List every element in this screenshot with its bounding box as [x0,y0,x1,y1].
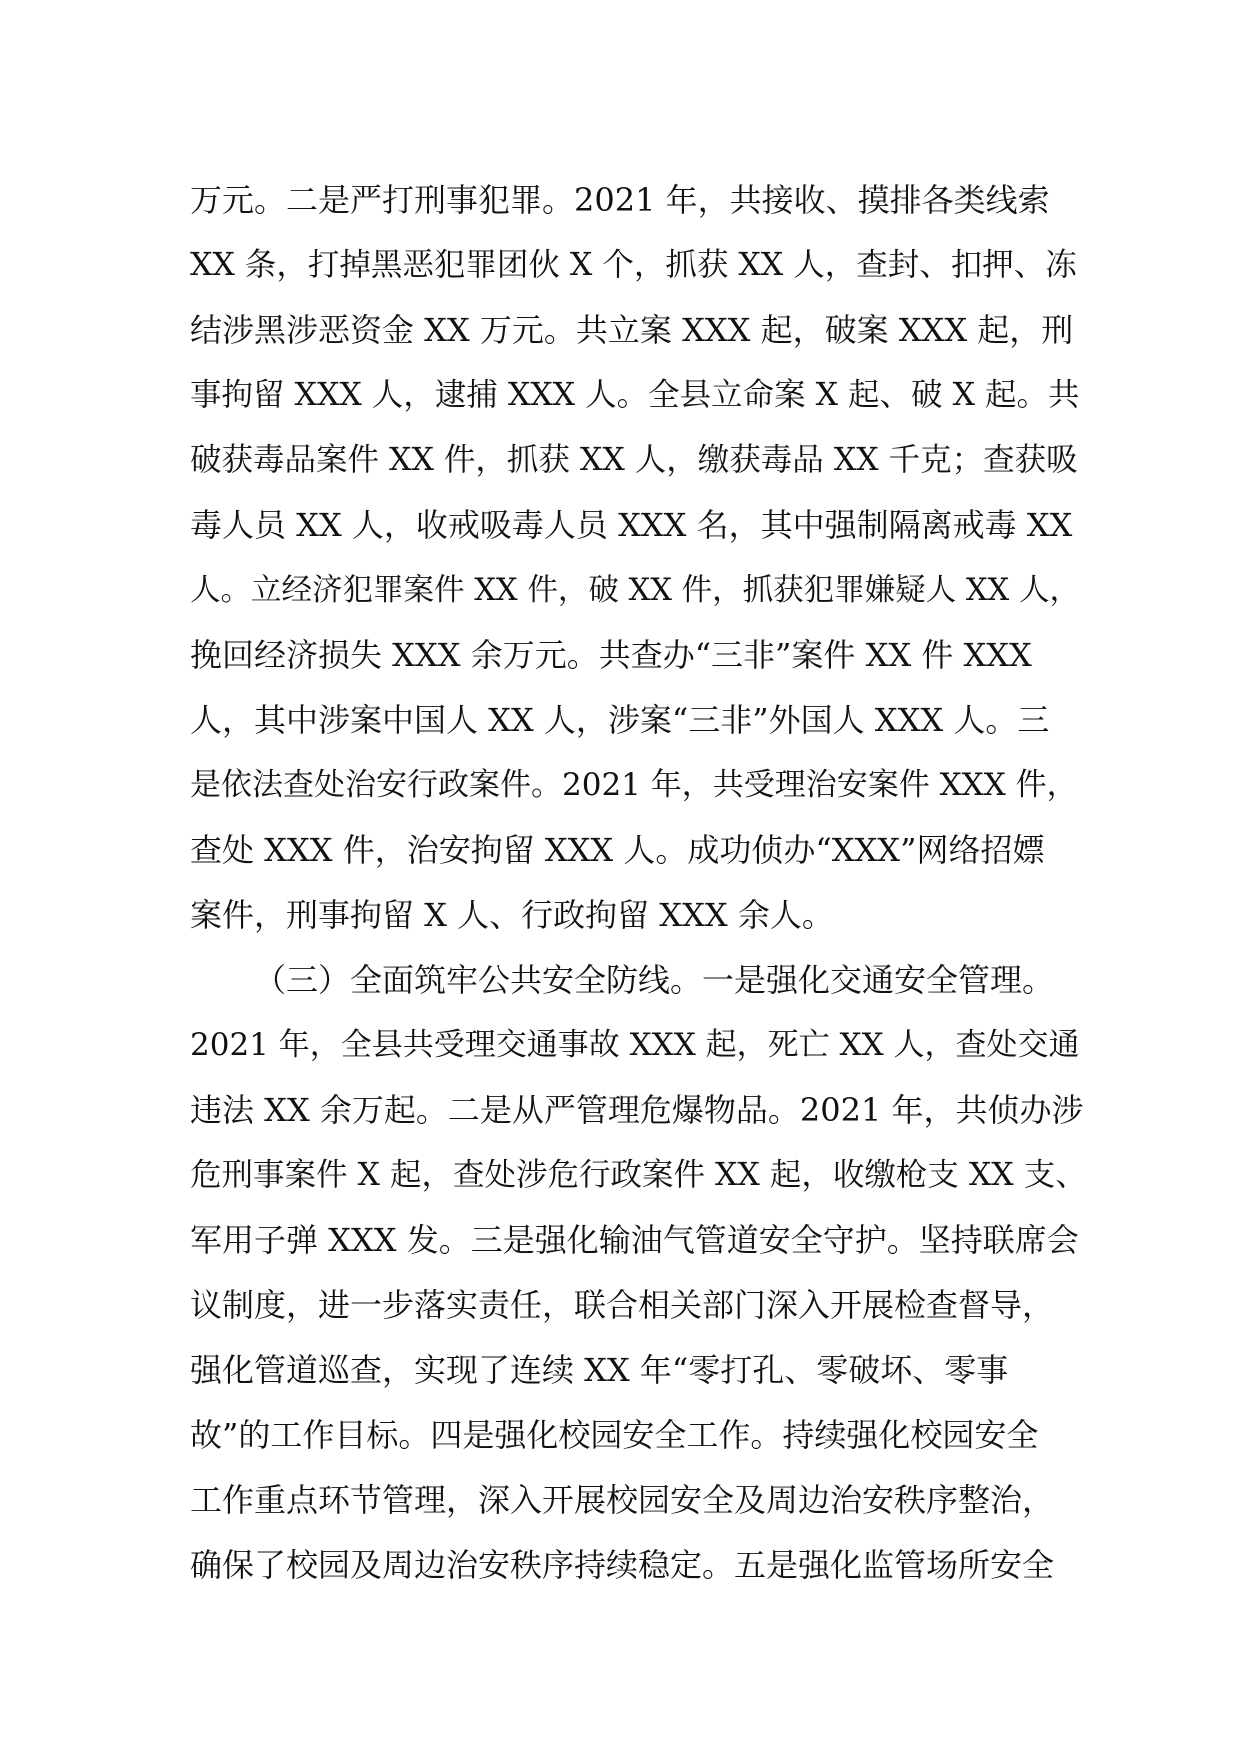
text-line: 事拘留 XXX 人，逮捕 XXX 人。全县立命案 X 起、破 X 起。共 [190,377,1080,413]
text-line: 人，其中涉案中国人 XX 人，涉案“三非”外国人 XXX 人。三 [190,701,1050,739]
text-line: 查处 XXX 件，治安拘留 XXX 人。成功侦办“XXX”网络招嫖 [190,831,1045,869]
text-line: 万元。二是严打刑事犯罪。2021 年，共接收、摸排各类线索 [190,181,1050,219]
text-line: 2021 年，全县共受理交通事故 XXX 起，死亡 XX 人，查处交通 [190,1027,1080,1063]
text-line: 人。立经济犯罪案件 XX 件，破 XX 件，抓获犯罪嫌疑人 XX 人， [190,573,1080,608]
text-line: 危刑事案件 X 起，查处涉危行政案件 XX 起，收缴枪支 XX 支、 [190,1157,1087,1193]
body-text [190,168,1090,1598]
text-line: 是依法查处治安行政案件。2021 年，共受理治安案件 XXX 件， [190,767,1078,803]
section-heading-line: （三）全面筑牢公共安全防线。一是强化交通安全管理。 [254,961,1055,999]
text-line: 破获毒品案件 XX 件，抓获 XX 人，缴获毒品 XX 千克；查获吸 [190,442,1078,478]
text-line: 案件，刑事拘留 X 人、行政拘留 XXX 余人。 [190,896,834,934]
text-line: 议制度，进一步落实责任，联合相关部门深入开展检查督导， [190,1286,1055,1324]
text-line: 强化管道巡查，实现了连续 XX 年“零打孔、零破坏、零事 [190,1351,1009,1389]
text-line: 工作重点环节管理，深入开展校园安全及周边治安秩序整治， [190,1481,1055,1519]
text-line: 确保了校园及周边治安秩序持续稳定。五是强化监管场所安全 [190,1546,1055,1584]
text-line: 军用子弹 XXX 发。三是强化输油气管道安全守护。坚持联席会 [190,1221,1079,1259]
text-line: 挽回经济损失 XXX 余万元。共查办“三非”案件 XX 件 XXX [190,636,1032,674]
text-line: 故”的工作目标。四是强化校园安全工作。持续强化校园安全 [190,1416,1039,1454]
text-line: XX 条，打掉黑恶犯罪团伙 X 个，抓获 XX 人，查封、扣押、冻 [190,247,1077,283]
text-line: 毒人员 XX 人，收戒吸毒人员 XXX 名，其中强制隔离戒毒 XX [190,506,1073,544]
text-line: 违法 XX 余万起。二是从严管理危爆物品。2021 年，共侦办涉 [190,1091,1084,1129]
text-line: 结涉黑涉恶资金 XX 万元。共立案 XXX 起，破案 XXX 起，刑 [190,311,1074,349]
